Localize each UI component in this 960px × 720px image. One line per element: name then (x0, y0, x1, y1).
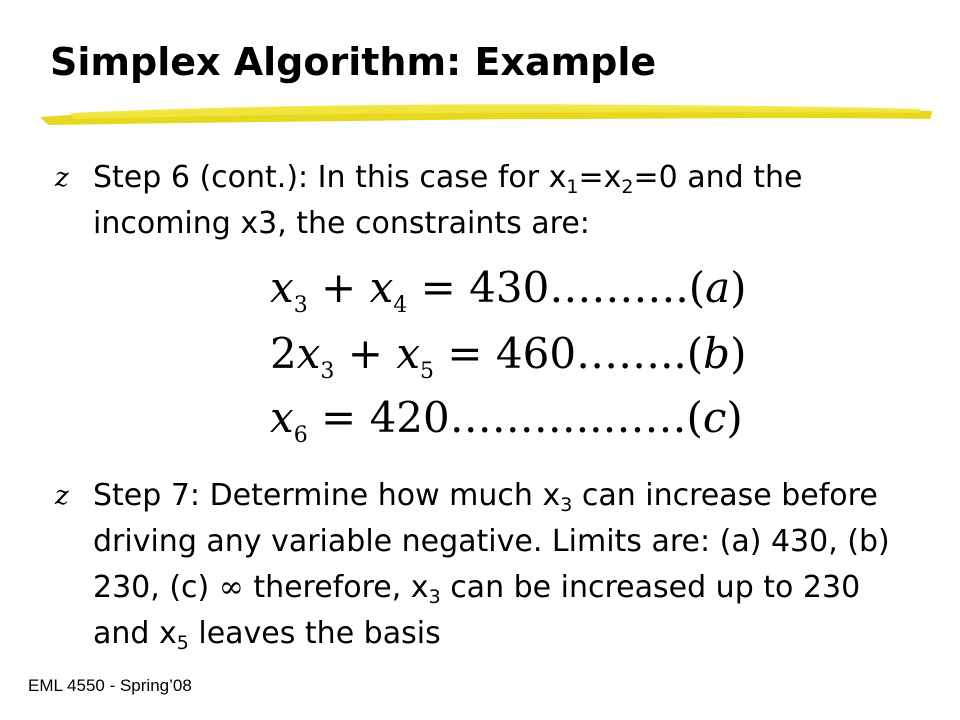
bullet-marker: z (55, 163, 69, 193)
title-underline-brush (40, 95, 932, 135)
bullet-marker: z (55, 481, 69, 511)
step-6-text: Step 6 (cont.): In this case for $x_1=x_2=0$ and the incoming x3, the constraints are: (93, 160, 803, 241)
bullet-step-6 (55, 155, 915, 247)
slide-title: Simplex Algorithm: Example (50, 40, 657, 84)
bullet-step-7 (55, 473, 915, 657)
equation-c: $x_6$ = 420………..……(c) (270, 393, 743, 448)
step-7-text: Step 7: Determine how much $x_3$ can increase before driving any variable negative. Limits are: (a) 430, (b) 230, (c) ∞ therefore, $x_3$ can be increased up to 230 and $x_5$ leaves the basis (93, 478, 890, 654)
slide-footer: EML 4550 - Spring’08 (28, 676, 192, 695)
equation-a: $x_3 + x_4$ = 430……….(a) (270, 263, 747, 318)
infinity-symbol: ∞ (218, 570, 244, 605)
equation-b: $2x_3 + x_5$ = 460……..(b) (270, 329, 747, 384)
